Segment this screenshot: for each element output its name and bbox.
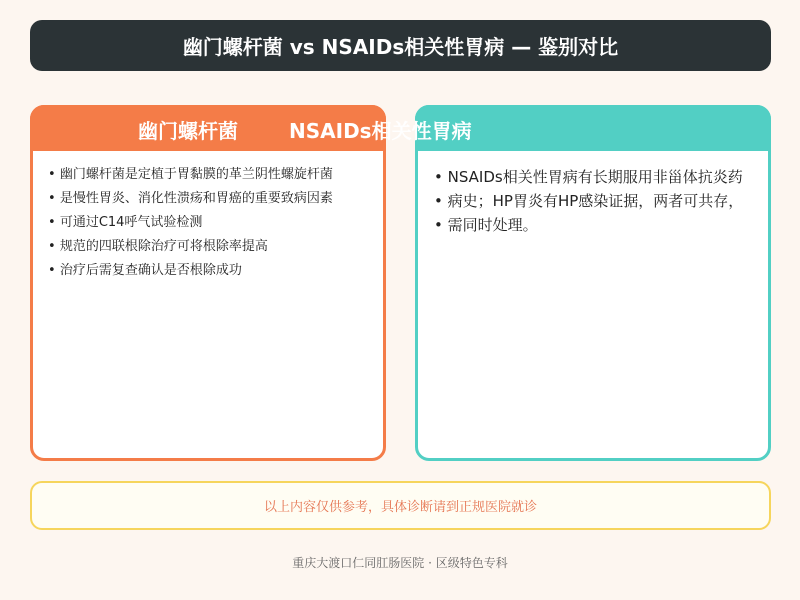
- hp-list: [48, 165, 333, 285]
- list-item: • 可通过C14呼气试验检测: [48, 213, 333, 237]
- page-title-bar: [30, 20, 771, 71]
- nsaids-list: [434, 166, 743, 238]
- page-title: 幽门螺杆菌 vs NSAIDs相关性胃病 — 鉴别对比: [182, 35, 619, 59]
- nsaids-card: [415, 105, 771, 461]
- list-item: • NSAIDs相关性胃病有长期服用非甾体抗炎药: [434, 166, 743, 190]
- nsaids-card-title: NSAIDs相关性胃病: [289, 119, 472, 143]
- disclaimer-text: 以上内容仅供参考，具体诊断请到正规医院就诊: [263, 500, 537, 515]
- list-item: • 需同时处理。: [434, 214, 743, 238]
- list-item: • 治疗后需复查确认是否根除成功: [48, 261, 333, 285]
- footer-text: 重庆大渡口仁同肛肠医院 · 区级特色专科: [292, 556, 508, 570]
- list-item: • 病史；HP胃炎有HP感染证据，两者可共存，: [434, 190, 743, 214]
- hp-card-title: 幽门螺杆菌: [138, 119, 238, 143]
- list-item: • 是慢性胃炎、消化性溃疡和胃癌的重要致病因素: [48, 189, 333, 213]
- list-item: • 幽门螺杆菌是定植于胃黏膜的革兰阴性螺旋杆菌: [48, 165, 333, 189]
- disclaimer-box: [30, 481, 771, 530]
- list-item: • 规范的四联根除治疗可将根除率提高: [48, 237, 333, 261]
